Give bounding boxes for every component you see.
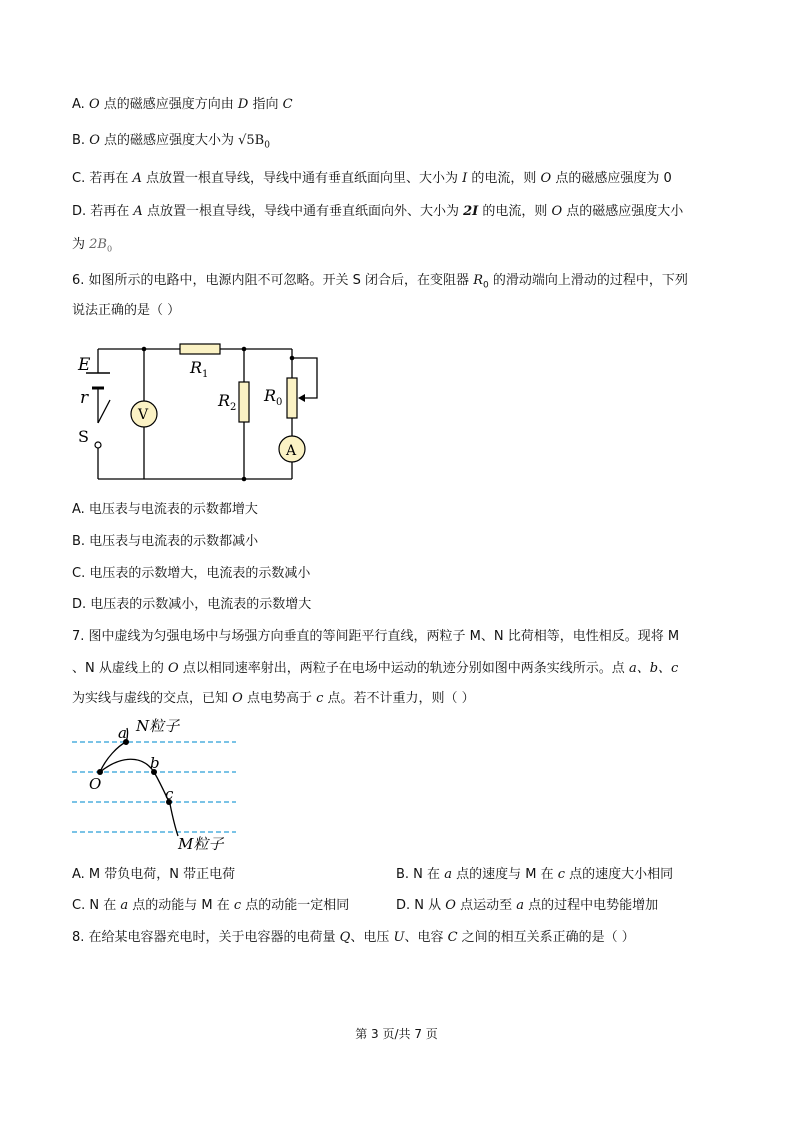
q6-option-a: A. 电压表与电流表的示数都增大 (72, 502, 258, 517)
variable: O (89, 133, 100, 148)
label-m-particle: M粒子 (178, 835, 224, 853)
variable: U (393, 930, 405, 945)
q6-stem-line1 (72, 272, 688, 295)
variable: Q (339, 930, 351, 945)
label-r0: R (264, 386, 277, 405)
label-r: r (80, 388, 89, 408)
option-label: D. 若再在 (72, 204, 134, 219)
text: 为 (72, 237, 90, 252)
rheostat-r0 (287, 378, 297, 418)
switch-terminal (95, 442, 101, 448)
q8-stem (72, 929, 635, 947)
math-expression: 2B (89, 237, 107, 252)
trajectory-figure (70, 716, 240, 856)
text: B. N 在 (396, 867, 445, 882)
subscript: 0 (482, 280, 489, 291)
q5-option-d-line2 (72, 236, 112, 259)
text: 、电容 (404, 930, 448, 945)
text: 8. 在给某电容器充电时，关于电容器的电荷量 (72, 930, 340, 945)
text: 点电势高于 (242, 691, 317, 706)
q5-option-c (72, 170, 672, 188)
q7-option-b (396, 866, 673, 884)
circuit-diagram (70, 338, 340, 488)
variable: O (168, 661, 179, 676)
q6-option-c: C. 电压表的示数增大，电流表的示数减小 (72, 566, 311, 581)
text: 点的过程中电势能增加 (523, 898, 659, 913)
junction-dot (242, 477, 247, 482)
text: 点以相同速率射出，两粒子在电场中运动的轨迹分别如图中两条实线所示。点 (178, 661, 629, 676)
option-label: A. (72, 97, 89, 112)
text: 、N 从虚线上的 (72, 661, 168, 676)
text: 指向 (248, 97, 283, 112)
q6-stem-line2: 说法正确的是（ ） (72, 303, 181, 318)
label-n-particle: N粒子 (136, 717, 180, 735)
text: 点放置一根直导线，导线中通有垂直纸面向里、大小为 (141, 171, 463, 186)
variable: C (282, 97, 293, 112)
label-o: O (89, 775, 102, 793)
q7-option-d (396, 897, 658, 915)
variable: a (516, 898, 524, 913)
variable: 2I (463, 204, 479, 219)
text: 点放置一根直导线，导线中通有垂直纸面向外、大小为 (142, 204, 464, 219)
variable: C (447, 930, 458, 945)
label-r0-sub: 0 (276, 397, 283, 408)
text: 点。若不计重力，则（ ） (323, 691, 475, 706)
variable: a (444, 867, 452, 882)
q5-option-d (72, 203, 683, 221)
variable: c (557, 867, 565, 882)
variable: O (232, 691, 243, 706)
variable: a、b、c (628, 661, 679, 676)
label-r1: R (190, 358, 203, 377)
text: C. N 在 (72, 898, 121, 913)
q7-option-c (72, 897, 349, 915)
variable: O (88, 97, 100, 112)
subscript: 0 (264, 140, 270, 151)
q7-stem-line3 (72, 690, 475, 708)
text: 为实线与虚线的交点，已知 (72, 691, 233, 706)
label-e: E (78, 355, 91, 375)
option-label: B. (72, 133, 90, 148)
q7-option-a: A. M 带负电荷，N 带正电荷 (72, 867, 236, 882)
q5-option-b (72, 132, 270, 155)
text: 点运动至 (455, 898, 517, 913)
junction-dot (142, 347, 147, 352)
text: 点的磁感应强度大小 (562, 204, 684, 219)
ammeter-label: A (286, 443, 297, 459)
variable: a (120, 898, 129, 913)
variable: c (233, 898, 242, 913)
label-a: a (118, 724, 127, 742)
voltmeter-label: V (138, 407, 149, 423)
text: 点的动能一定相同 (241, 898, 350, 913)
label-b: b (150, 754, 160, 772)
q5-option-a (72, 96, 293, 114)
q7-stem-line1: 7. 图中虚线为匀强电场中与场强方向垂直的等间距平行直线，两粒子 M、N 比荷相等，电性相反。现将 M (72, 629, 680, 644)
variable: O (551, 204, 563, 219)
option-label: C. 若再在 (72, 171, 133, 186)
label-r2: R (218, 391, 231, 410)
variable: c (316, 691, 324, 706)
variable: O (540, 171, 552, 186)
junction-dot (290, 356, 295, 361)
variable: D (237, 97, 249, 112)
text: 的电流，则 (467, 171, 541, 186)
q6-option-d: D. 电压表的示数减小，电流表的示数增大 (72, 597, 312, 612)
text: 点的磁感应强度为 0 (551, 171, 672, 186)
label-r1-sub: 1 (202, 369, 209, 380)
text: 点的动能与 M 在 (128, 898, 234, 913)
text: D. N 从 (396, 898, 446, 913)
variable: I (462, 171, 468, 186)
q7-stem-line2 (72, 660, 678, 678)
text: 点的磁感应强度方向由 (99, 97, 238, 112)
text: 之间的相互关系正确的是（ ） (457, 930, 635, 945)
text: 的滑动端向上滑动的过程中，下列 (488, 273, 688, 288)
text: 点的速度与 M 在 (451, 867, 558, 882)
slider-arrow-icon (298, 394, 305, 402)
math-expression: √5B (238, 133, 265, 148)
label-c: c (165, 785, 174, 803)
text: 6. 如图所示的电路中，电源内阻不可忽略。开关 S 闭合后，在变阻器 (72, 273, 474, 288)
q6-option-b: B. 电压表与电流表的示数都减小 (72, 534, 259, 549)
text: 的电流，则 (478, 204, 552, 219)
resistor-r2 (239, 382, 249, 422)
label-r2-sub: 2 (230, 402, 237, 413)
resistor-r1 (180, 344, 220, 354)
variable: A (133, 204, 143, 219)
text: 点的磁感应强度大小为 (99, 133, 239, 148)
variable: R (473, 273, 483, 288)
text: 、电压 (350, 930, 394, 945)
label-s: S (78, 427, 89, 446)
subscript: 0 (106, 244, 113, 254)
junction-dot (242, 347, 247, 352)
variable: A (132, 171, 142, 186)
page-footer: 第 3 页/共 7 页 (355, 1027, 438, 1041)
text: 点的速度大小相同 (564, 867, 674, 882)
variable: O (445, 898, 456, 913)
